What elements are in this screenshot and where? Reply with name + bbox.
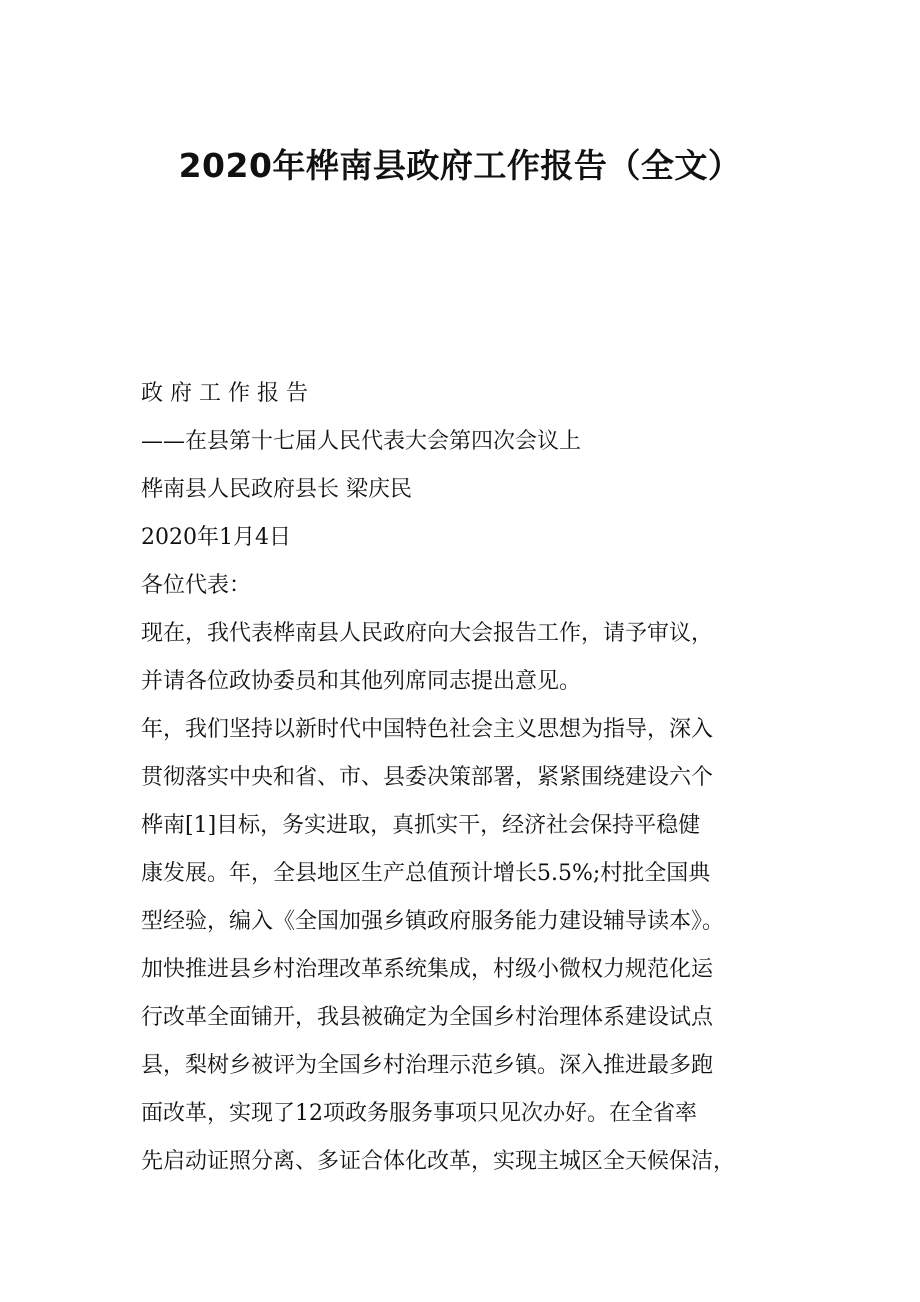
speaker-line: 桦南县人民政府县长 梁庆民 — [141, 477, 412, 502]
body-line: 年，我们坚持以新时代中国特色社会主义思想为指导，深入 — [141, 717, 714, 742]
report-heading: 政 府 工 作 报 告 — [141, 381, 308, 406]
body-line: 先启动证照分离、多证合体化改革，实现主城区全天候保洁， — [141, 1149, 736, 1174]
body-line: 康发展。年，全县地区生产总值预计增长5.5%;村批全国典 — [141, 861, 711, 886]
body-line: 并请各位政协委员和其他列席同志提出意见。 — [141, 669, 582, 694]
body-line: 行改革全面铺开，我县被确定为全国乡村治理体系建设试点 — [141, 1005, 714, 1030]
body-line: 县，梨树乡被评为全国乡村治理示范乡镇。深入推进最多跑 — [141, 1053, 714, 1078]
body-line: 桦南[1]目标，务实进取，真抓实干，经济社会保持平稳健 — [141, 813, 701, 838]
body-line: 贯彻落实中央和省、市、县委决策部署，紧紧围绕建设六个 — [141, 765, 714, 790]
date-line: 2020年1月4日 — [141, 525, 291, 550]
salutation: 各位代表： — [141, 573, 252, 598]
meeting-subtitle: ——在县第十七届人民代表大会第四次会议上 — [141, 429, 582, 454]
body-line: 现在，我代表桦南县人民政府向大会报告工作，请予审议， — [141, 621, 714, 646]
body-line: 面改革，实现了12项政务服务事项只见次办好。在全省率 — [141, 1101, 697, 1126]
document-body — [141, 370, 801, 1186]
body-line: 加快推进县乡村治理改革系统集成，村级小微权力规范化运 — [141, 957, 714, 982]
body-line: 型经验，编入《全国加强乡镇政府服务能力建设辅导读本》。 — [141, 909, 725, 934]
document-title: 2020年桦南县政府工作报告（全文） — [178, 146, 742, 185]
